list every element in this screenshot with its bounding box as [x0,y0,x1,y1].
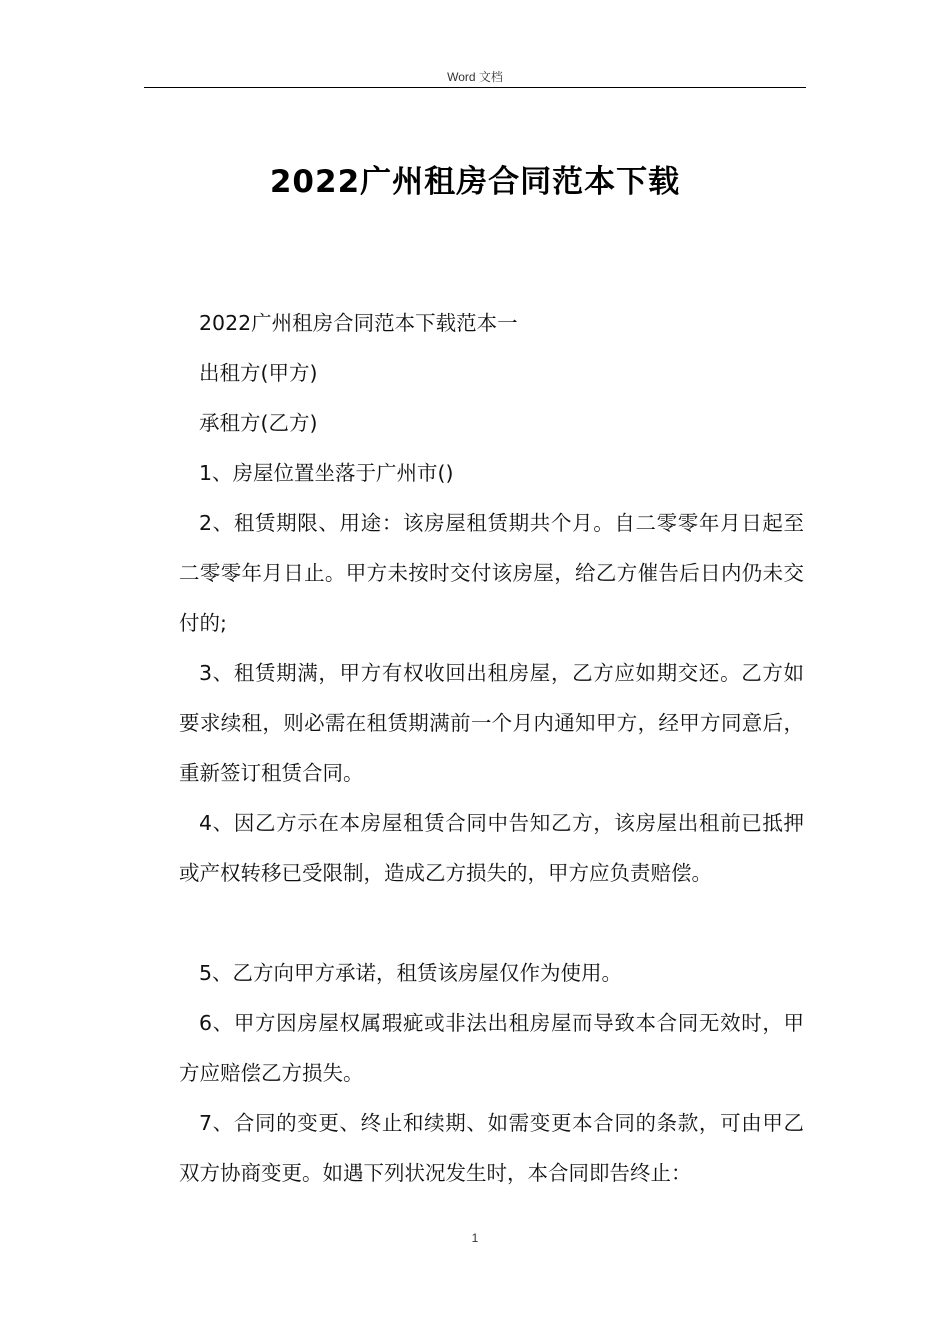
paragraph-clause-5: 5、乙方向甲方承诺，租赁该房屋仅作为使用。 [199,961,623,985]
document-body [179,298,804,1198]
paragraph-clause-1: 1、房屋位置坐落于广州市() [199,461,454,485]
paragraph-spacer [179,898,804,948]
paragraph-lessee: 承租方(乙方) [199,411,318,435]
paragraph-subtitle: 2022广州租房合同范本下载范本一 [199,311,518,335]
page-header-label: Word 文档 [447,70,503,84]
paragraph-clause-2: 2、租赁期限、用途：该房屋租赁期共个月。自二零零年月日起至二零零年月日止。甲方未按时交付该房屋，给乙方催告后日内仍未交付的; [179,511,804,635]
document-title: 2022广州租房合同范本下载 [269,164,681,200]
paragraph-clause-7: 7、合同的变更、终止和续期、如需变更本合同的条款，可由甲乙双方协商变更。如遇下列状况发生时，本合同即告终止： [179,1111,804,1185]
paragraph-clause-3: 3、租赁期满，甲方有权收回出租房屋，乙方应如期交还。乙方如要求续租，则必需在租赁期满前一个月内通知甲方，经甲方同意后，重新签订租赁合同。 [179,661,804,785]
paragraph-lessor: 出租方(甲方) [199,361,318,385]
paragraph-clause-4: 4、因乙方示在本房屋租赁合同中告知乙方，该房屋出租前已抵押或产权转移已受限制，造成乙方损失的，甲方应负责赔偿。 [179,811,804,885]
paragraph-clause-6: 6、甲方因房屋权属瑕疵或非法出租房屋而导致本合同无效时，甲方应赔偿乙方损失。 [179,1011,804,1085]
page-number: 1 [471,1231,479,1245]
header-divider [144,87,806,88]
